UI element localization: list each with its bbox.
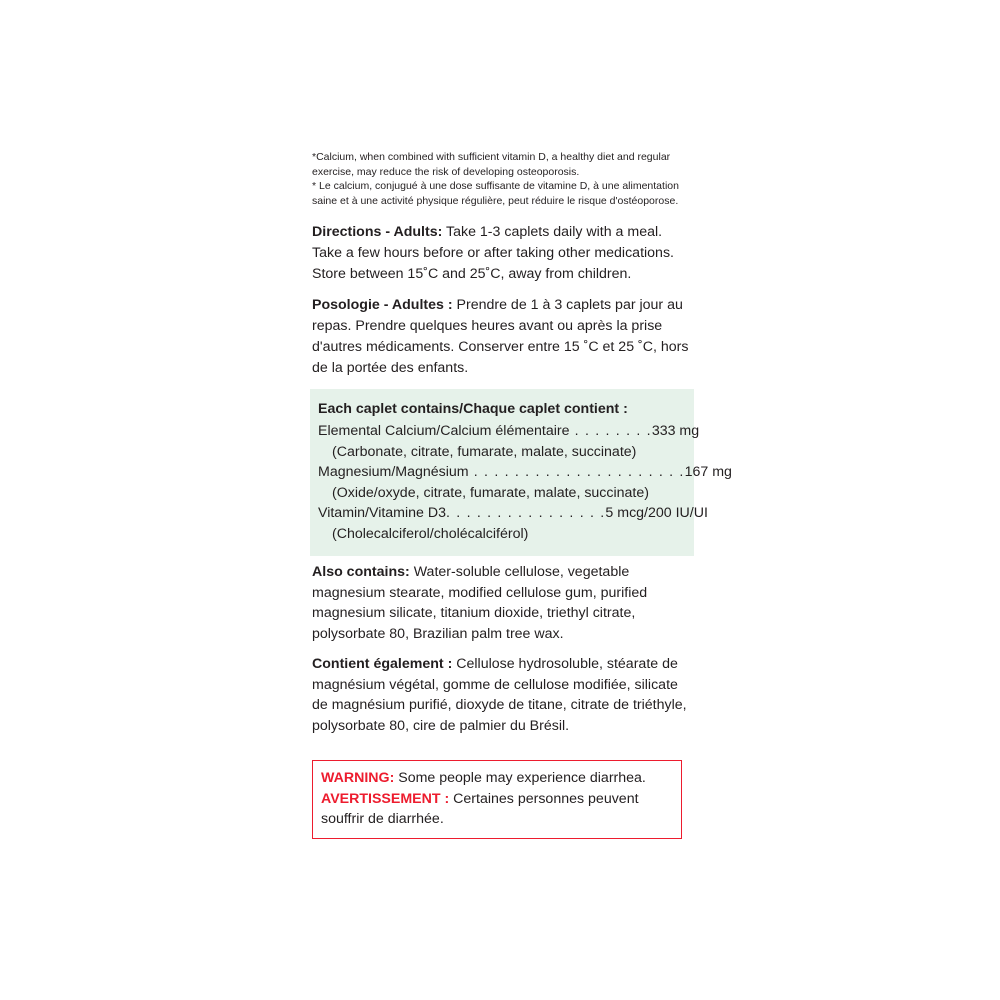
supplement-facts-box <box>310 389 732 556</box>
supplement-row <box>318 462 732 483</box>
ingredient-name: Vitamin/Vitamine D3 <box>318 505 447 521</box>
leader-dots: . . . . . . . . <box>569 423 652 439</box>
warning-english <box>321 768 673 789</box>
footnote-block <box>312 150 692 208</box>
ingredient-amount: 167 mg <box>684 464 732 480</box>
ingredient-amount: 5 mcg/200 IU/UI <box>605 505 708 521</box>
footnote-french: * Le calcium, conjugué à une dose suffisante de vitamine D, à une alimentation saine et à une activité physique régulière, peut réduire le risque d'ostéoporose. <box>312 180 679 207</box>
product-label-panel <box>312 150 732 839</box>
ingredient-name: Magnesium/Magnésium <box>318 464 469 480</box>
also-contains-french-heading: Contient également : <box>312 656 453 672</box>
ingredient-amount: 333 mg <box>651 423 700 439</box>
directions-french-heading: Posologie - Adultes : <box>312 297 453 313</box>
warning-english-text: Some people may experience diarrhea. <box>394 770 646 786</box>
directions-french-body: Prendre de 1 à 3 caplets par jour au repas. Prendre quelques heures avant ou après la prise d'autres médicaments. Conserver entre 15 ˚C et 25 ˚C, hors de la portée des enfants. <box>312 297 689 376</box>
warning-french <box>321 789 673 830</box>
also-contains-english <box>312 562 692 644</box>
directions-english-heading: Directions - Adults: <box>312 224 443 240</box>
supplement-row <box>318 503 708 524</box>
footnote-english: *Calcium, when combined with sufficient vitamin D, a healthy diet and regular exercise, may reduce the risk of developing osteoporosis. <box>312 151 671 178</box>
directions-english-body: Take 1-3 caplets daily with a meal. Take a few hours before or after taking other medications. Store between 15˚C and 25˚C, away from children. <box>312 224 674 282</box>
warning-french-text: Certaines personnes peuvent souffrir de diarrhée. <box>321 790 639 827</box>
also-contains-french <box>312 654 692 736</box>
supplement-facts-title: Each caplet contains/Chaque caplet contient : <box>318 401 628 417</box>
ingredient-sources: (Cholecalciferol/cholécalciférol) <box>332 525 529 542</box>
also-contains-french-body: Cellulose hydrosoluble, stéarate de magnésium végétal, gomme de cellulose modifiée, silicate de magnésium purifié, dioxyde de titane, citrate de triéthyle, polysorbate 80, cire de palmier du Brésil. <box>312 656 687 734</box>
directions-english <box>312 222 692 285</box>
also-contains-english-body: Water-soluble cellulose, vegetable magnesium stearate, modified cellulose gum, purified magnesium silicate, titanium dioxide, triethyl citrate, polysorbate 80, Brazilian palm tree wax. <box>312 564 648 642</box>
also-contains-english-heading: Also contains: <box>312 564 410 580</box>
ingredient-sources: (Oxide/oxyde, citrate, fumarate, malate, succinate) <box>332 484 649 501</box>
warning-french-label: AVERTISSEMENT : <box>321 790 450 807</box>
leader-dots: . . . . . . . . . . . . . . . . <box>446 505 606 521</box>
warning-english-label: WARNING: <box>321 770 395 786</box>
ingredient-sources: (Carbonate, citrate, fumarate, malate, succinate) <box>332 443 637 460</box>
warning-box <box>312 760 682 839</box>
leader-dots: . . . . . . . . . . . . . . . . . . . . . <box>468 464 685 480</box>
ingredient-name: Elemental Calcium/Calcium élémentaire <box>318 423 570 439</box>
directions-french <box>312 295 692 379</box>
supplement-row <box>318 421 700 442</box>
